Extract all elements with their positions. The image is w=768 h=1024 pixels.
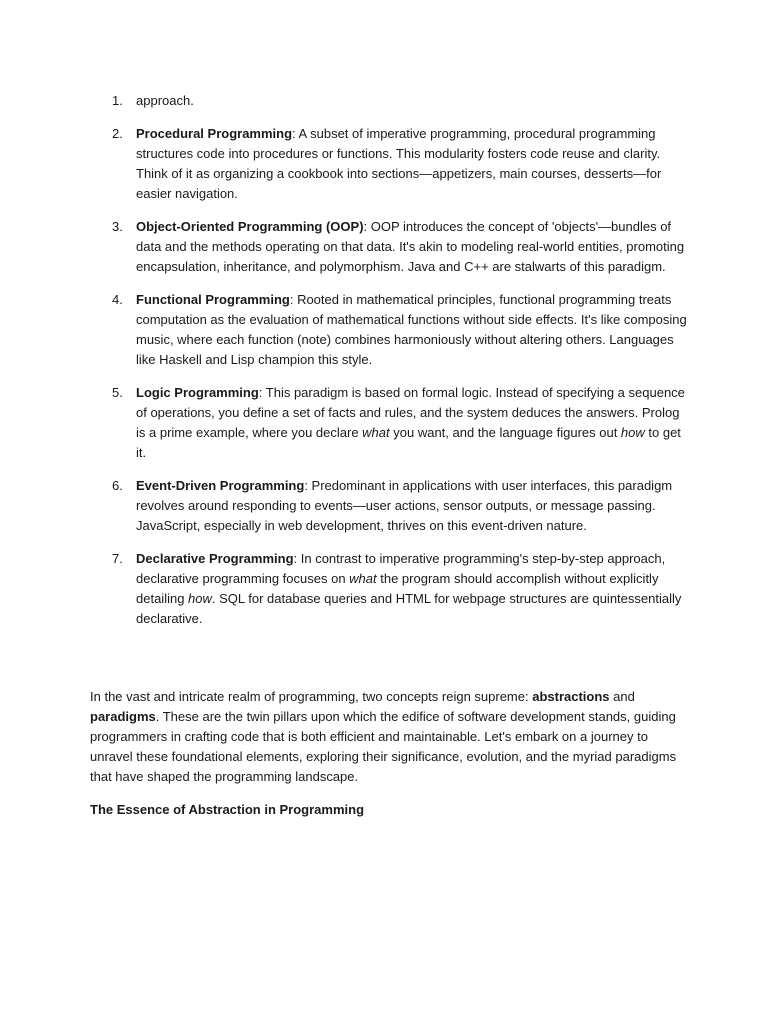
list-item-title: Declarative Programming <box>136 551 294 566</box>
italic-term: how <box>188 591 212 606</box>
list-item-number: 6. <box>112 478 123 493</box>
list-item-body <box>136 549 690 629</box>
text-run: : Predominant in applications with user interfaces, this paradigm revolves around responding to events—user actions, sensor outputs, or message passing. JavaScript, especially in web development, thrives on this event-driven nature. <box>136 478 673 533</box>
section-heading: The Essence of Abstraction in Programming <box>90 802 365 817</box>
list-item-title: Procedural Programming <box>136 126 293 141</box>
list-item-body <box>136 217 690 277</box>
list-item <box>90 549 690 629</box>
list-item <box>90 290 690 370</box>
list-item-number: 1. <box>112 93 123 108</box>
list-item <box>90 476 690 536</box>
text-run: . SQL for database queries and HTML for webpage structures are quintessentially declarative. <box>136 591 682 626</box>
text-run: : A subset of imperative programming, procedural programming structures code into procedures or functions. This modularity fosters code reuse and clarity. Think of it as organizing a cookbook into sections—appetizers, main courses, desserts—for easier navigation. <box>136 126 662 201</box>
text-run: and <box>609 689 635 704</box>
list-item-title: Event-Driven Programming <box>136 478 305 493</box>
text-run: : Rooted in mathematical principles, functional programming treats computation as the evaluation of mathematical functions without side effects. It's like composing music, where each function (note) combines harmoniously without altering others. Languages like Haskell and Lisp champion this style. <box>136 292 687 367</box>
list-item-body <box>136 290 690 370</box>
list-item-title: Logic Programming <box>136 385 259 400</box>
text-run: : This paradigm is based on formal logic. Instead of specifying a sequence of operations, you define a set of facts and rules, and the system deduces the answers. Prolog is a prime example, where you declare <box>136 385 685 440</box>
text-run: the program should accomplish without explicitly detailing <box>136 571 659 606</box>
list-item-number: 3. <box>112 219 123 234</box>
list-item-number: 5. <box>112 385 123 400</box>
text-run: approach. <box>136 93 194 108</box>
bold-term: paradigms <box>90 709 156 724</box>
text-run: : In contrast to imperative programming's step-by-step approach, declarative programming focuses on <box>136 551 666 586</box>
italic-term: what <box>349 571 377 586</box>
text-run: . These are the twin pillars upon which the edifice of software development stands, guiding programmers in crafting code that is both efficient and maintainable. Let's embark on a journey to unravel these foundational elements, exploring their significance, evolution, and the myriad paradigms that have shaped the programming landscape. <box>90 709 677 784</box>
text-run: In the vast and intricate realm of programming, two concepts reign supreme: <box>90 689 533 704</box>
intro-paragraph <box>90 687 680 787</box>
list-item-number: 2. <box>112 126 123 141</box>
text-run: : OOP introduces the concept of 'objects'—bundles of data and the methods operating on that data. It's akin to modeling real-world entities, promoting encapsulation, inheritance, and polymorphism. Java and C++ are stalwarts of this paradigm. <box>136 219 685 274</box>
text-run: to get it. <box>136 425 681 460</box>
italic-term: how <box>620 425 645 440</box>
list-item-body <box>136 383 690 463</box>
list-item-body <box>136 476 690 536</box>
text-run: you want, and the language figures out <box>389 425 621 440</box>
list-item <box>90 217 690 277</box>
list-item-title: Object-Oriented Programming (OOP) <box>136 219 364 234</box>
list-item-number: 7. <box>112 551 123 566</box>
italic-term: what <box>362 425 390 440</box>
list-item-number: 4. <box>112 292 123 307</box>
bold-term: abstractions <box>532 689 610 704</box>
paradigm-list <box>90 91 690 642</box>
list-item <box>90 91 690 111</box>
list-item-body <box>136 124 690 204</box>
list-item <box>90 383 690 463</box>
list-item-body <box>136 91 690 111</box>
list-item <box>90 124 690 204</box>
list-item-title: Functional Programming <box>136 292 290 307</box>
